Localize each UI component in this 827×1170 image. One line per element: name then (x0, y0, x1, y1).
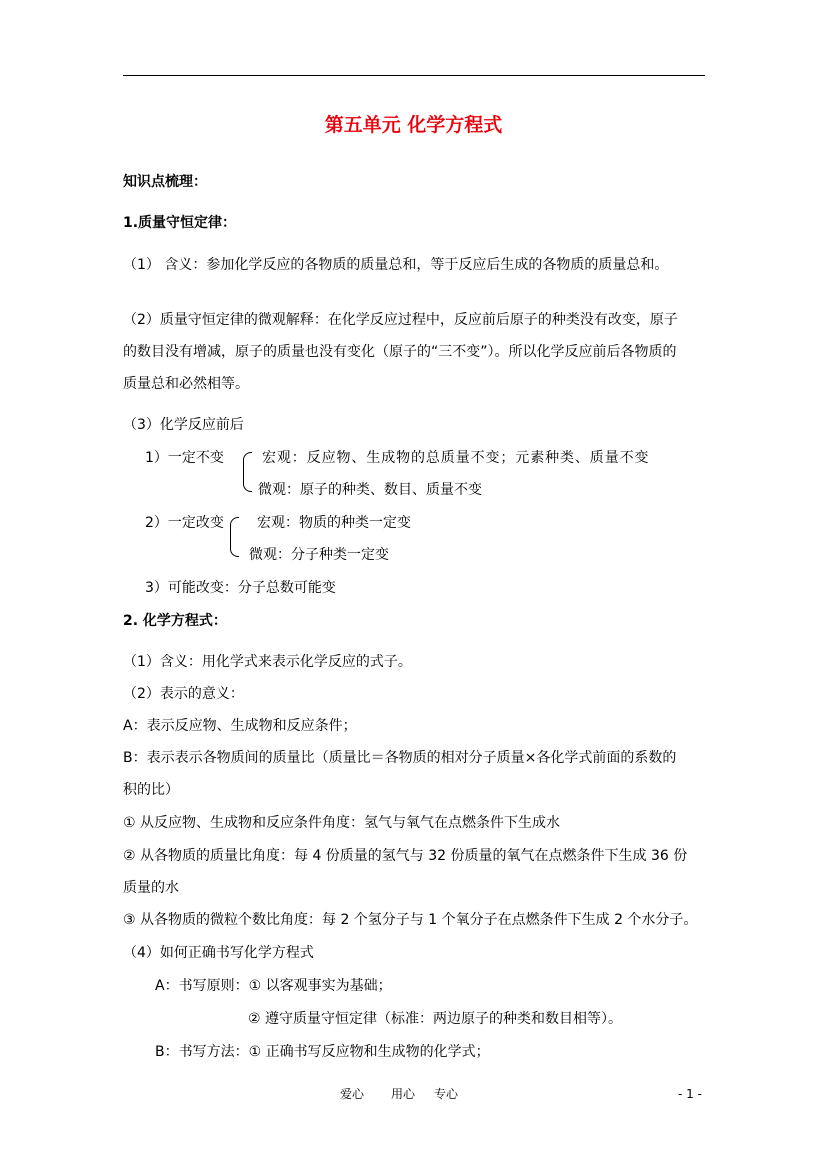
group3: 3）可能改变：分子总数可能变 (145, 580, 336, 596)
s1-p3: （3）化学反应前后 (123, 417, 244, 433)
group1-label: 1）一定不变 (145, 450, 224, 466)
group1-brace (243, 452, 252, 492)
footer-word-1: 爱心 (340, 1087, 365, 1101)
group2-micro: 微观：分子种类一定变 (249, 547, 389, 563)
s2-b-line2: 积的比） (123, 782, 179, 798)
s2-c2-line2: 质量的水 (123, 880, 179, 896)
s1-p2-line1: （2）质量守恒定律的微观解释：在化学反应过程中，反应前后原子的种类没有改变，原子 (123, 312, 678, 328)
footer-word-2: 用心 (391, 1087, 416, 1101)
s2-c2-line1: ② 从各物质的质量比角度：每 4 份质量的氢气与 32 份质量的氧气在点燃条件下生成 36 份 (123, 848, 688, 864)
heading-2: 2. 化学方程式： (123, 613, 227, 629)
s2-c1: ① 从反应物、生成物和反应条件角度：氢气与氧气在点燃条件下生成水 (123, 815, 560, 831)
s2-c3: ③ 从各物质的微粒个数比角度：每 2 个氢分子与 1 个氧分子在点燃条件下生成 2 个水分子。 (123, 912, 698, 928)
s2-p4: （4）如何正确书写化学方程式 (123, 945, 314, 961)
page-number: - 1 - (678, 1087, 702, 1101)
s2-p1: （1）含义：用化学式来表示化学反应的式子。 (123, 654, 412, 670)
s2-a: A：表示反应物、生成物和反应条件； (123, 718, 357, 734)
s2-rule2: ② 遵守质量守恒定律（标准：两边原子的种类和数目相等）。 (248, 1011, 622, 1027)
group1-macro: 宏观：反应物、生成物的总质量不变；元素种类、质量不变 (262, 450, 650, 466)
s2-rule1: A：书写原则：① 以客观事实为基础； (155, 978, 392, 994)
s1-p2-line2: 的数目没有增减，原子的质量也没有变化（原子的“三不变”）。所以化学反应前后各物质的 (123, 344, 677, 360)
footer-word-3: 专心 (434, 1087, 459, 1101)
group2-label: 2）一定改变 (145, 515, 224, 531)
header-rule (123, 75, 705, 76)
group2-brace (230, 517, 239, 557)
heading-1: 1.质量守恒定律： (123, 215, 237, 231)
group1-micro: 微观：原子的种类、数目、质量不变 (258, 482, 482, 498)
s1-p2-line3: 质量总和必然相等。 (123, 376, 249, 392)
s1-p1: （1） 含义：参加化学反应的各物质的质量总和，等于反应后生成的各物质的质量总和。 (123, 257, 669, 273)
group2-macro: 宏观：物质的种类一定变 (257, 515, 411, 531)
s2-rule3: B：书写方法：① 正确书写反应物和生成物的化学式； (155, 1044, 490, 1060)
s2-p2: （2）表示的意义： (123, 686, 244, 702)
section-heading: 知识点梳理： (123, 174, 207, 190)
s2-b-line1: B：表示表示各物质间的质量比（质量比＝各物质的相对分子质量×各化学式前面的系数的 (123, 750, 677, 766)
page-title: 第五单元 化学方程式 (324, 114, 503, 136)
